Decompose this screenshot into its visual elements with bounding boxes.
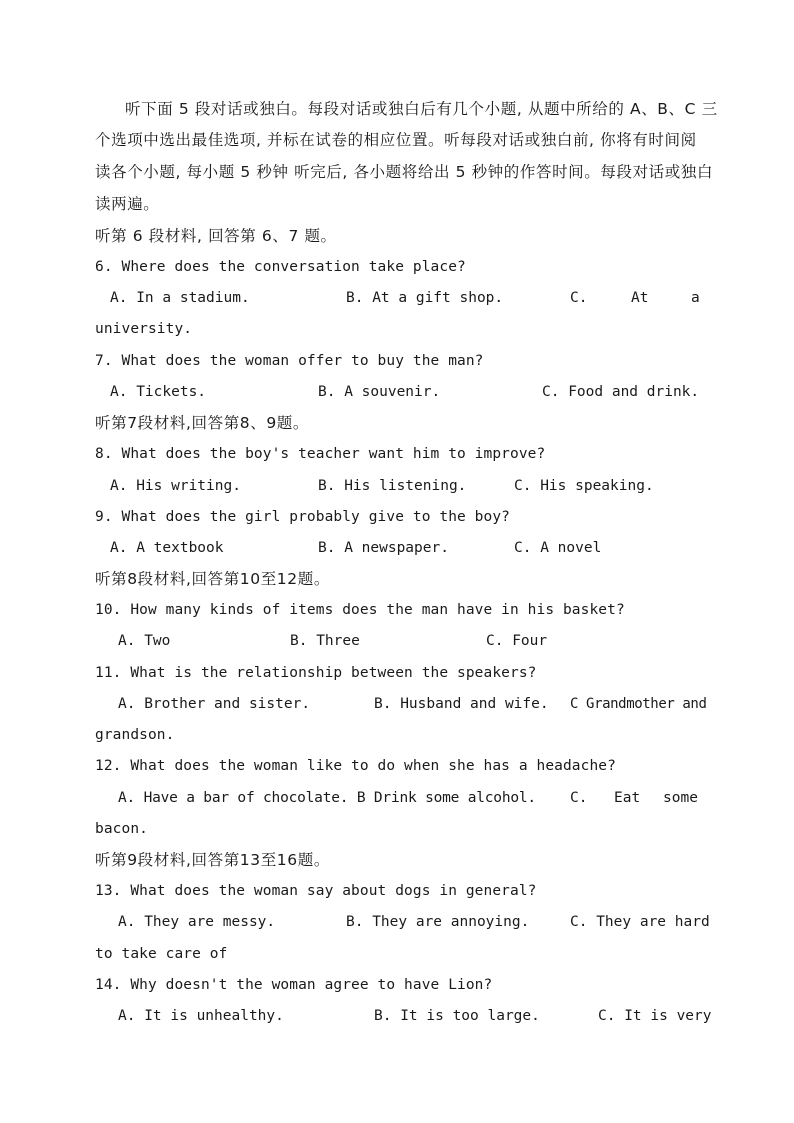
option-b: B. Three: [290, 633, 360, 649]
option-a: A. It is unhealthy.: [118, 1008, 284, 1024]
option-b: B. It is too large.: [374, 1008, 540, 1024]
option-c: C. A novel: [514, 540, 602, 556]
option-c: C Grandmother and: [570, 696, 707, 712]
option-b: B. His listening.: [318, 478, 467, 494]
option-c: C. They are hard: [570, 914, 710, 930]
intro-line-1-text: 听下面 5 段对话或独白。每段对话或独白后有几个小题, 从题中所给的 A、B、C 三: [125, 100, 718, 118]
question-9-options: [95, 538, 700, 558]
option-b: B. A souvenir.: [318, 384, 441, 400]
option-a: A. In a stadium.: [110, 290, 250, 306]
question-12-options: [95, 788, 700, 808]
question-10-options: [95, 631, 700, 651]
option-b: B. They are annoying.: [346, 914, 530, 930]
option-a-b: A. Have a bar of chocolate. B Drink some alcohol.: [118, 790, 536, 806]
intro-line-4: 读两遍。: [95, 195, 160, 213]
option-c-word-2: a: [691, 290, 700, 306]
option-c-word-2: some: [663, 790, 698, 806]
section-heading-6: 听第 6 段材料, 回答第 6、7 题。: [95, 227, 337, 245]
question-13-options: [95, 912, 710, 932]
question-6-option-c-continued: university.: [95, 321, 193, 337]
option-c-word-1: At: [631, 290, 649, 306]
question-11-options: [95, 694, 707, 714]
option-a: A. A textbook: [110, 540, 224, 556]
question-8-stem: 8. What does the boy's teacher want him to improve?: [95, 446, 546, 462]
question-14-options: [95, 1006, 712, 1026]
question-7-stem: 7. What does the woman offer to buy the man?: [95, 353, 484, 369]
question-9-stem: 9. What does the girl probably give to the boy?: [95, 509, 510, 525]
option-c-word-1: Eat: [614, 790, 641, 806]
option-b: B. At a gift shop.: [346, 290, 504, 306]
intro-line-3: 读各个小题, 每小题 5 秒钟 听完后, 各小题将给出 5 秒钟的作答时间。每段对话或独白: [95, 163, 714, 181]
question-10-stem: 10. How many kinds of items does the man have in his basket?: [95, 602, 625, 618]
question-6-stem: 6. Where does the conversation take place?: [95, 259, 466, 275]
option-c: C. His speaking.: [514, 478, 654, 494]
intro-line-2: 个选项中选出最佳选项, 并标在试卷的相应位置。听每段对话或独白前, 你将有时间阅: [95, 131, 697, 149]
option-a: A. Brother and sister.: [118, 696, 311, 712]
option-c-letter: C.: [570, 790, 588, 806]
option-a: A. They are messy.: [118, 914, 276, 930]
option-a: A. His writing.: [110, 478, 241, 494]
option-a: A. Tickets.: [110, 384, 207, 400]
section-heading-9: 听第9段材料,回答第13至16题。: [95, 851, 330, 869]
question-12-option-c-continued: bacon.: [95, 821, 148, 837]
question-13-stem: 13. What does the woman say about dogs in general?: [95, 883, 537, 899]
section-heading-7: 听第7段材料,回答第8、9题。: [95, 414, 310, 432]
option-a: A. Two: [118, 633, 171, 649]
question-8-options: [95, 476, 700, 496]
option-c: C. Four: [486, 633, 548, 649]
question-11-stem: 11. What is the relationship between the speakers?: [95, 665, 537, 681]
question-6-options: [95, 288, 700, 308]
question-11-option-c-continued: grandson.: [95, 727, 175, 743]
section-heading-8: 听第8段材料,回答第10至12题。: [95, 570, 330, 588]
question-14-stem: 14. Why doesn't the woman agree to have Lion?: [95, 977, 493, 993]
intro-line-1: [95, 99, 718, 119]
option-b: B. Husband and wife.: [374, 696, 549, 712]
option-b: B. A newspaper.: [318, 540, 449, 556]
question-12-stem: 12. What does the woman like to do when she has a headache?: [95, 758, 616, 774]
question-7-options: [95, 382, 700, 402]
option-c: C. It is very: [598, 1008, 712, 1024]
option-c-letter: C.: [570, 290, 588, 306]
option-c: C. Food and drink.: [542, 384, 700, 400]
question-13-option-c-continued: to take care of: [95, 946, 228, 962]
